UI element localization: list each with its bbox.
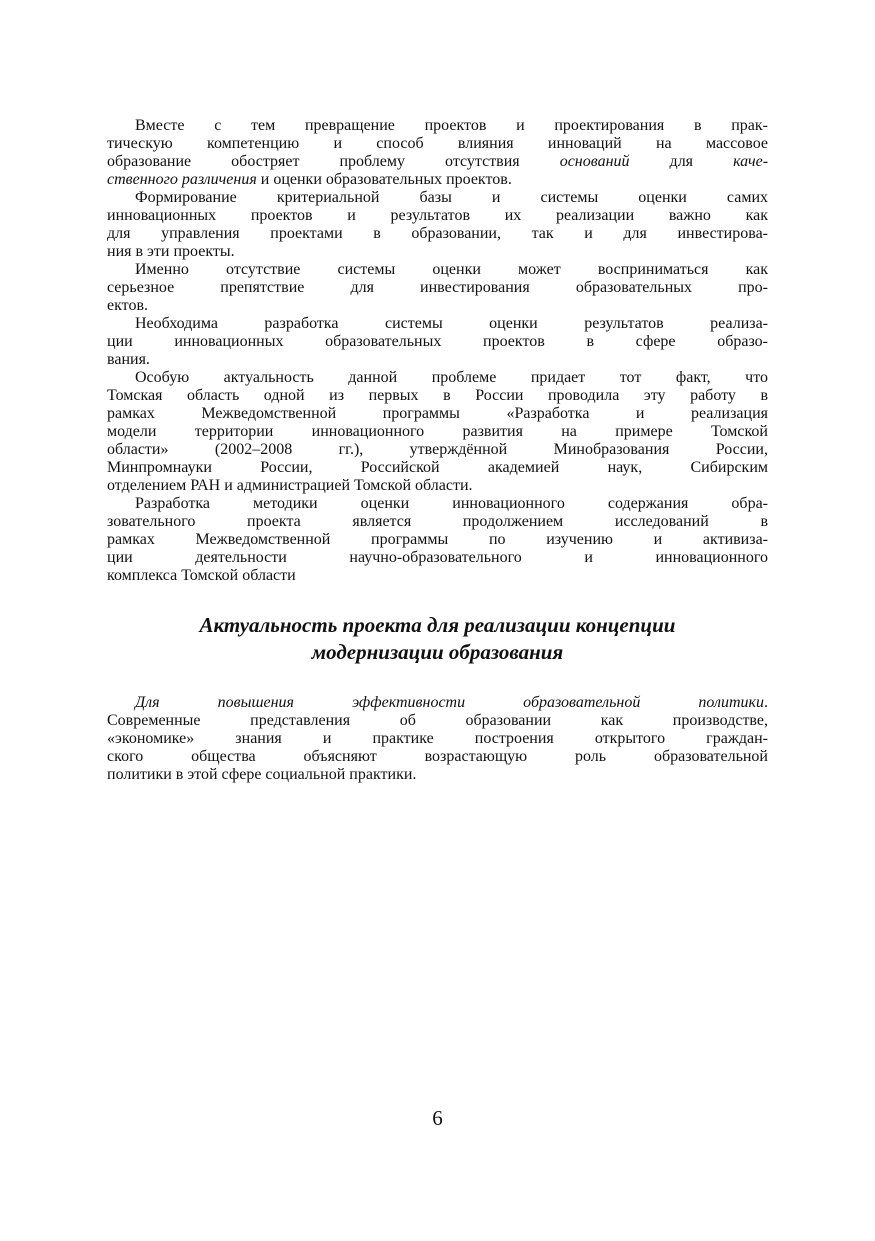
paragraph-4 — [107, 315, 768, 369]
emphasis: каче- — [733, 153, 769, 170]
paragraph-line: Именно отсутствие системы оценки может восприниматься как — [135, 261, 768, 278]
paragraph-line: ции инновационных образовательных проектов в сфере образо- — [107, 333, 768, 350]
paragraph-1 — [107, 117, 768, 189]
section-title-line-2: модернизации образования — [311, 640, 564, 665]
emphasis: Для повышения эффективности образовательной политики — [135, 693, 764, 711]
paragraph-line: ции деятельности научно-образовательного и инновационного — [107, 549, 768, 566]
paragraph-line: серьезное препятствие для инвестирования образовательных про- — [107, 279, 768, 296]
section-title-line-1: Актуальность проекта для реализации концепции — [199, 613, 676, 637]
paragraph-2 — [107, 189, 768, 261]
paragraph-line: рамках Межведомственной программы «Разработка и реализация — [107, 405, 768, 422]
paragraph-line: Разработка методики оценки инновационного содержания обра- — [135, 495, 768, 512]
body-text — [107, 117, 768, 585]
paragraph-line: Необходима разработка системы оценки результатов реализа- — [135, 315, 768, 332]
paragraph-line: Для повышения эффективности образовательной политики. — [135, 693, 768, 711]
final-paragraph — [107, 694, 768, 784]
paragraph-line: для управления проектами в образовании, так и для инвестирова- — [107, 225, 768, 242]
paragraph-line: ектов. — [107, 297, 148, 314]
paragraph-line: Особую актуальность данной проблеме придает тот факт, что — [135, 369, 768, 386]
paragraph-line: ственного различения и оценки образовательных проектов. — [107, 171, 512, 188]
section-title — [107, 612, 768, 667]
paragraph-6 — [107, 495, 768, 585]
paragraph-line: «экономике» знания и практике построения открытого граждан- — [107, 729, 768, 747]
paragraph-line: политики в этой сфере социальной практики. — [107, 765, 417, 783]
emphasis: оснований — [559, 153, 630, 170]
paragraph-3 — [107, 261, 768, 315]
paragraph-line: ского общества объясняют возрастающую роль образовательной — [107, 747, 768, 765]
paragraph-line: инновационных проектов и результатов их реализации важно как — [107, 207, 768, 224]
paragraph-line: ния в эти проекты. — [107, 243, 235, 260]
paragraph-line: зовательного проекта является продолжением исследований в — [107, 513, 768, 530]
paragraph-line: Томская область одной из первых в России проводила эту работу в — [107, 387, 768, 404]
paragraph-line: Современные представления об образовании как производстве, — [107, 711, 768, 729]
paragraph-line: комплекса Томской области — [107, 567, 296, 584]
paragraph-line: модели территории инновационного развития на примере Томской — [107, 423, 768, 440]
paragraph-line: отделением РАН и администрацией Томской области. — [107, 477, 473, 494]
paragraph-line: тическую компетенцию и способ влияния инноваций на массовое — [107, 135, 768, 152]
emphasis: ственного различения — [107, 171, 257, 188]
paragraph-line: Минпромнауки России, Российской академией наук, Сибирским — [107, 459, 768, 476]
paragraph-line: области» (2002–2008 гг.), утверждённой Минобразования России, — [107, 441, 768, 458]
paragraph-line: Вместе с тем превращение проектов и проектирования в прак- — [135, 117, 768, 134]
paragraph-5 — [107, 369, 768, 495]
paragraph-line: образование обостряет проблему отсутствия оснований для каче- — [107, 153, 769, 170]
paragraph-line: вания. — [107, 351, 150, 368]
page-number: 6 — [432, 1106, 443, 1130]
paragraph-line: Формирование критериальной базы и системы оценки самих — [135, 189, 768, 206]
paragraph-line: рамках Межведомственной программы по изучению и активиза- — [107, 531, 768, 548]
page-body — [107, 117, 768, 784]
